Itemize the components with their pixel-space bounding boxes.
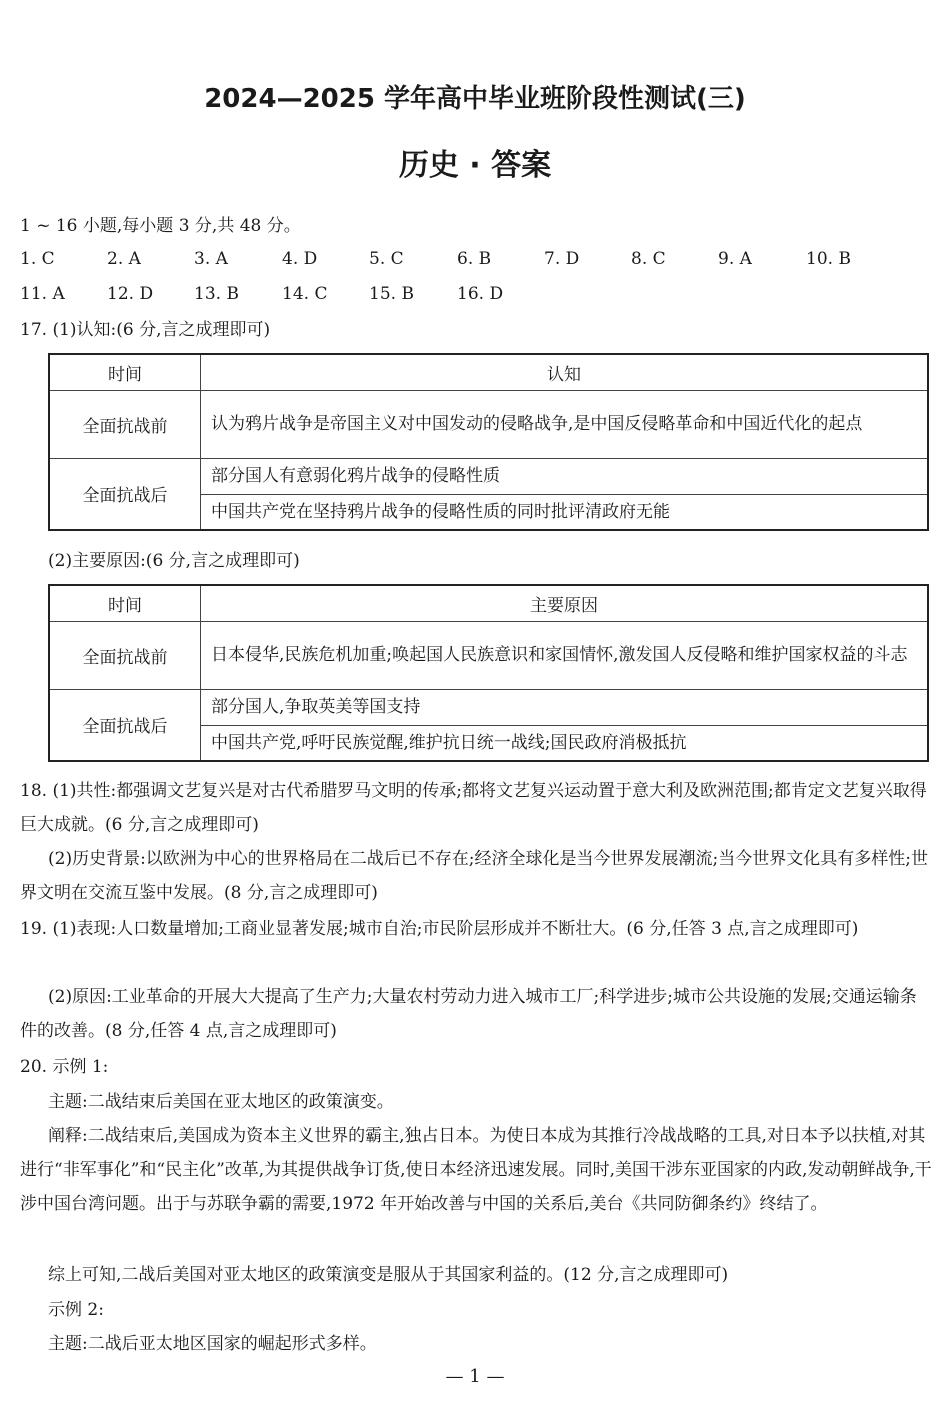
q18-part1: 18. (1)共性:都强调文艺复兴是对古代希腊罗马文明的传承;都将文艺复兴运动置于意大利及欧洲范围;都肯定文艺复兴取得巨大成就。(6 分,言之成理即可) xyxy=(20,781,927,835)
mc-answer: 10. B xyxy=(806,249,851,269)
table-cell: 部分国人,争取英美等国支持 xyxy=(201,689,929,725)
q17-table-reasons xyxy=(48,584,929,762)
table-cell: 认为鸦片战争是帝国主义对中国发动的侵略战争,是中国反侵略革命和中国近代化的起点 xyxy=(201,390,929,458)
q18-part2: (2)历史背景:以欧洲为中心的世界格局在二战后已不存在;经济全球化是当今世界发展潮流;当今世界文化具有多样性;世界文明在交流互鉴中发展。(8 分,言之成理即可) xyxy=(20,849,928,903)
table-cell: 部分国人有意弱化鸦片战争的侵略性质 xyxy=(201,458,929,494)
q20-theme1: 主题:二战结束后美国在亚太地区的政策演变。 xyxy=(48,1092,394,1112)
mc-answer: 15. B xyxy=(369,284,414,304)
q20-example1-label: 20. 示例 1: xyxy=(20,1057,109,1077)
mc-answer: 7. D xyxy=(544,249,580,269)
period-cell: 全面抗战前 xyxy=(49,390,201,458)
mc-answer: 16. D xyxy=(457,284,504,304)
table-header: 时间 xyxy=(49,354,201,390)
q20-explanation1: 阐释:二战结束后,美国成为资本主义世界的霸主,独占日本。为使日本成为其推行冷战战略的工具,对日本予以扶植,对其进行“非军事化”和“民主化”改革,为其提供战争订货,使日本经济迅速发展。同时,美国干涉东亚国家的内政,发动朝鲜战争,干涉中国台湾问题。出于与苏联争霸的需要,1972 年开始改善与中国的关系后,美台《共同防御条约》终结了。 xyxy=(20,1126,932,1214)
q17-part2-label: (2)主要原因:(6 分,言之成理即可) xyxy=(48,551,300,571)
mc-answer: 8. C xyxy=(631,249,666,269)
q17-table-understanding xyxy=(48,353,929,531)
page-number: — 1 — xyxy=(445,1366,505,1387)
table-header: 主要原因 xyxy=(201,585,929,621)
table-cell: 日本侵华,民族危机加重;唤起国人民族意识和家国情怀,激发国人反侵略和维护国家权益的斗志 xyxy=(201,621,929,689)
period-cell: 全面抗战后 xyxy=(49,458,201,530)
q20-theme2: 主题:二战后亚太地区国家的崛起形式多样。 xyxy=(48,1334,377,1354)
mc-answer: 4. D xyxy=(282,249,318,269)
mc-intro: 1 ~ 16 小题,每小题 3 分,共 48 分。 xyxy=(20,216,301,236)
mc-answer: 13. B xyxy=(194,284,239,304)
q20-summary1: 综上可知,二战后美国对亚太地区的政策演变是服从于其国家利益的。(12 分,言之成理即可) xyxy=(48,1265,729,1285)
q19-part2: (2)原因:工业革命的开展大大提高了生产力;大量农村劳动力进入城市工厂;科学进步;城市公共设施的发展;交通运输条件的改善。(8 分,任答 4 点,言之成理即可) xyxy=(20,987,917,1041)
mc-answer: 12. D xyxy=(107,284,154,304)
table-header: 认知 xyxy=(201,354,929,390)
mc-answer: 5. C xyxy=(369,249,404,269)
table-cell: 中国共产党在坚持鸦片战争的侵略性质的同时批评清政府无能 xyxy=(201,494,929,530)
q19-part1: 19. (1)表现:人口数量增加;工商业显著发展;城市自治;市民阶层形成并不断壮大。(6 分,任答 3 点,言之成理即可) xyxy=(20,919,859,939)
mc-answer: 2. A xyxy=(107,249,141,269)
page-subtitle: 历史 · 答案 xyxy=(398,148,552,183)
mc-answer: 11. A xyxy=(20,284,65,304)
period-cell: 全面抗战后 xyxy=(49,689,201,761)
mc-answer: 9. A xyxy=(718,249,752,269)
q20-example2-label: 示例 2: xyxy=(48,1300,104,1320)
table-cell: 中国共产党,呼吁民族觉醒,维护抗日统一战线;国民政府消极抵抗 xyxy=(201,725,929,761)
period-cell: 全面抗战前 xyxy=(49,621,201,689)
mc-answer: 6. B xyxy=(457,249,492,269)
mc-answer: 14. C xyxy=(282,284,328,304)
mc-answer: 3. A xyxy=(194,249,228,269)
page-title: 2024—2025 学年高中毕业班阶段性测试(三) xyxy=(204,84,746,114)
q17-part1-label: 17. (1)认知:(6 分,言之成理即可) xyxy=(20,320,271,340)
mc-answer: 1. C xyxy=(20,249,55,269)
table-header: 时间 xyxy=(49,585,201,621)
